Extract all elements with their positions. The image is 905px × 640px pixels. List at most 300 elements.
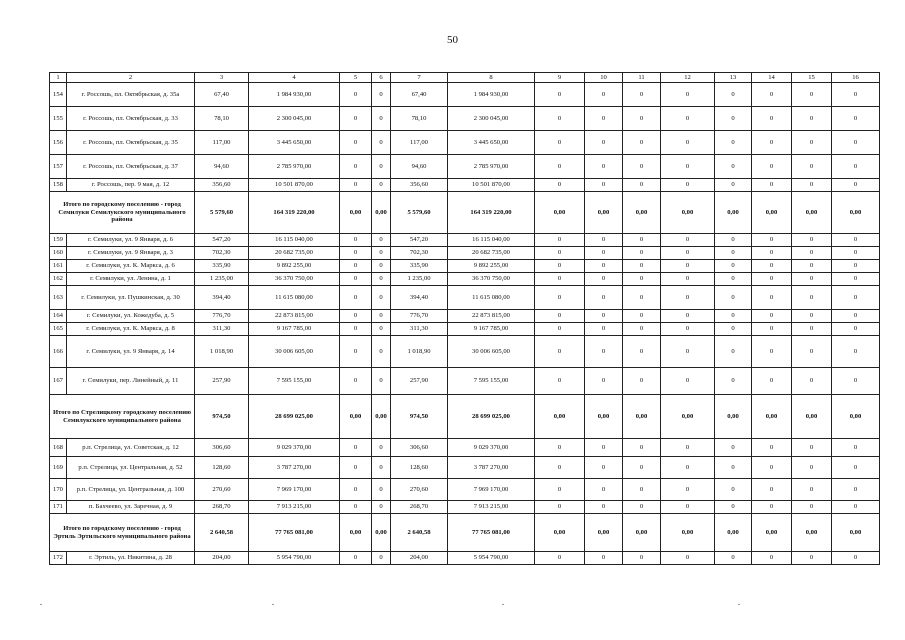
value-cell: 0 [372, 552, 391, 565]
value-cell: 0 [752, 83, 792, 107]
value-cell: 0 [340, 501, 372, 514]
value-cell: 0 [340, 310, 372, 323]
value-cell: 3 787 270,00 [249, 457, 340, 479]
column-number-cell: 16 [832, 73, 880, 83]
value-cell: 0 [752, 286, 792, 310]
value-cell: 0 [661, 286, 715, 310]
subtotal-cell: 0,00 [832, 192, 880, 234]
value-cell: 22 873 815,00 [448, 310, 535, 323]
value-cell: 0 [752, 368, 792, 395]
value-cell: 67,40 [195, 83, 249, 107]
value-cell: 356,60 [195, 179, 249, 192]
column-number-cell: 3 [195, 73, 249, 83]
column-number-cell: 4 [249, 73, 340, 83]
value-cell: 1 018,90 [391, 336, 448, 368]
table-row [50, 273, 880, 286]
subtotal-cell: 0,00 [372, 395, 391, 439]
value-cell: 78,10 [195, 107, 249, 131]
value-cell: 0 [623, 310, 661, 323]
value-cell: 2 785 970,00 [249, 155, 340, 179]
value-cell: 306,60 [391, 439, 448, 457]
subtotal-cell: 77 765 081,00 [448, 514, 535, 552]
value-cell: 0 [340, 552, 372, 565]
table-row [50, 107, 880, 131]
table-row [50, 247, 880, 260]
value-cell: 67,40 [391, 83, 448, 107]
value-cell: 117,00 [391, 131, 448, 155]
value-cell: 0 [623, 273, 661, 286]
address-cell: г. Россошь, пл. Октябрьская, д. 33 [67, 107, 195, 131]
value-cell: 9 029 370,00 [249, 439, 340, 457]
value-cell: 0 [661, 368, 715, 395]
value-cell: 0 [752, 552, 792, 565]
value-cell: 0 [661, 155, 715, 179]
value-cell: 0 [585, 552, 623, 565]
value-cell: 0 [372, 234, 391, 247]
column-number-row [50, 73, 880, 83]
row-number-cell: 162 [50, 273, 67, 286]
value-cell: 0 [623, 107, 661, 131]
value-cell: 0 [752, 273, 792, 286]
value-cell: 0 [661, 179, 715, 192]
value-cell: 0 [372, 273, 391, 286]
row-number-cell: 155 [50, 107, 67, 131]
value-cell: 0 [623, 439, 661, 457]
value-cell: 0 [623, 479, 661, 501]
column-number-cell: 13 [715, 73, 752, 83]
value-cell: 0 [372, 83, 391, 107]
value-cell: 0 [661, 552, 715, 565]
value-cell: 9 029 370,00 [448, 439, 535, 457]
subtotal-cell: 0,00 [715, 395, 752, 439]
value-cell: 0 [752, 439, 792, 457]
subtotal-cell: 77 765 081,00 [249, 514, 340, 552]
value-cell: 0 [792, 234, 832, 247]
value-cell: 0 [340, 260, 372, 273]
value-cell: 20 682 735,00 [249, 247, 340, 260]
address-cell: г. Россошь, пл. Октябрьская, д. 35а [67, 83, 195, 107]
value-cell: 0 [535, 368, 585, 395]
value-cell: 0 [372, 479, 391, 501]
subtotal-cell: 0,00 [372, 192, 391, 234]
value-cell: 0 [535, 260, 585, 273]
value-cell: 0 [585, 107, 623, 131]
value-cell: 2 300 045,00 [448, 107, 535, 131]
table-row [50, 439, 880, 457]
value-cell: 128,60 [195, 457, 249, 479]
column-number-cell: 6 [372, 73, 391, 83]
value-cell: 128,60 [391, 457, 448, 479]
address-cell: г. Семилуки, пер. Линейный, д. 11 [67, 368, 195, 395]
table-row [50, 323, 880, 336]
column-number-cell: 8 [448, 73, 535, 83]
subtotal-row [50, 192, 880, 234]
subtotal-row [50, 395, 880, 439]
value-cell: 0 [585, 501, 623, 514]
address-cell: п. Бахчеево, ул. Заречная, д. 9 [67, 501, 195, 514]
value-cell: 0 [752, 247, 792, 260]
value-cell: 0 [752, 323, 792, 336]
value-cell: 335,90 [391, 260, 448, 273]
subtotal-cell: 0,00 [715, 514, 752, 552]
value-cell: 0 [535, 439, 585, 457]
table-row [50, 260, 880, 273]
value-cell: 0 [752, 310, 792, 323]
value-cell: 0 [623, 336, 661, 368]
value-cell: 0 [623, 131, 661, 155]
value-cell: 0 [372, 457, 391, 479]
value-cell: 0 [535, 552, 585, 565]
value-cell: 0 [585, 323, 623, 336]
subtotal-cell: 0,00 [752, 192, 792, 234]
value-cell: 0 [661, 336, 715, 368]
value-cell: 3 445 650,00 [249, 131, 340, 155]
value-cell: 0 [715, 107, 752, 131]
value-cell: 0 [752, 155, 792, 179]
value-cell: 30 006 605,00 [249, 336, 340, 368]
value-cell: 0 [752, 336, 792, 368]
subtotal-cell: 974,50 [391, 395, 448, 439]
value-cell: 0 [832, 179, 880, 192]
subtotal-cell: 0,00 [752, 395, 792, 439]
value-cell: 0 [372, 336, 391, 368]
value-cell: 117,00 [195, 131, 249, 155]
value-cell: 1 984 930,00 [249, 83, 340, 107]
subtotal-row [50, 514, 880, 552]
value-cell: 268,70 [195, 501, 249, 514]
value-cell: 306,60 [195, 439, 249, 457]
subtotal-cell: 28 699 025,00 [249, 395, 340, 439]
value-cell: 0 [585, 260, 623, 273]
value-cell: 0 [792, 501, 832, 514]
value-cell: 257,90 [391, 368, 448, 395]
value-cell: 30 006 605,00 [448, 336, 535, 368]
row-number-cell: 169 [50, 457, 67, 479]
table-row [50, 368, 880, 395]
value-cell: 36 370 750,00 [448, 273, 535, 286]
value-cell: 0 [585, 234, 623, 247]
column-number-cell: 9 [535, 73, 585, 83]
value-cell: 94,60 [391, 155, 448, 179]
value-cell: 1 018,90 [195, 336, 249, 368]
value-cell: 0 [535, 83, 585, 107]
value-cell: 0 [585, 368, 623, 395]
value-cell: 0 [661, 501, 715, 514]
subtotal-cell: 0,00 [832, 395, 880, 439]
value-cell: 0 [340, 479, 372, 501]
value-cell: 0 [623, 234, 661, 247]
subtotal-cell: 0,00 [585, 514, 623, 552]
buildings-table [49, 72, 880, 565]
value-cell: 0 [752, 260, 792, 273]
value-cell: 0 [623, 501, 661, 514]
value-cell: 0 [715, 552, 752, 565]
value-cell: 0 [752, 107, 792, 131]
value-cell: 0 [792, 323, 832, 336]
value-cell: 0 [535, 457, 585, 479]
value-cell: 394,40 [391, 286, 448, 310]
subtotal-cell: 0,00 [585, 395, 623, 439]
subtotal-cell: 974,50 [195, 395, 249, 439]
subtotal-cell: 2 640,58 [195, 514, 249, 552]
value-cell: 0 [715, 260, 752, 273]
subtotal-cell: 164 319 220,00 [448, 192, 535, 234]
value-cell: 9 167 785,00 [249, 323, 340, 336]
value-cell: 0 [535, 247, 585, 260]
value-cell: 0 [623, 323, 661, 336]
value-cell: 0 [792, 273, 832, 286]
address-cell: г. Семилуки, ул. 9 Января, д. 14 [67, 336, 195, 368]
address-cell: г. Семилуки, ул. 9 Января, д. 3 [67, 247, 195, 260]
value-cell: 22 873 815,00 [249, 310, 340, 323]
value-cell: 0 [792, 368, 832, 395]
value-cell: 7 913 215,00 [448, 501, 535, 514]
value-cell: 10 501 870,00 [448, 179, 535, 192]
subtotal-cell: 0,00 [340, 192, 372, 234]
value-cell: 394,40 [195, 286, 249, 310]
table-row [50, 552, 880, 565]
row-number-cell: 171 [50, 501, 67, 514]
value-cell: 0 [715, 83, 752, 107]
value-cell: 0 [715, 501, 752, 514]
value-cell: 9 892 255,00 [249, 260, 340, 273]
column-number-cell: 5 [340, 73, 372, 83]
table-row [50, 179, 880, 192]
table-row [50, 501, 880, 514]
value-cell: 0 [535, 273, 585, 286]
row-number-cell: 164 [50, 310, 67, 323]
value-cell: 0 [372, 179, 391, 192]
value-cell: 0 [340, 83, 372, 107]
value-cell: 0 [832, 131, 880, 155]
value-cell: 0 [585, 273, 623, 286]
value-cell: 0 [715, 273, 752, 286]
value-cell: 7 595 155,00 [448, 368, 535, 395]
value-cell: 0 [832, 457, 880, 479]
value-cell: 0 [832, 479, 880, 501]
value-cell: 702,30 [195, 247, 249, 260]
value-cell: 78,10 [391, 107, 448, 131]
value-cell: 0 [535, 234, 585, 247]
row-number-cell: 156 [50, 131, 67, 155]
scan-artifacts [0, 604, 905, 610]
value-cell: 16 115 040,00 [249, 234, 340, 247]
value-cell: 0 [661, 83, 715, 107]
value-cell: 0 [715, 247, 752, 260]
value-cell: 0 [623, 155, 661, 179]
value-cell: 0 [585, 286, 623, 310]
value-cell: 0 [792, 479, 832, 501]
value-cell: 270,60 [391, 479, 448, 501]
value-cell: 0 [372, 323, 391, 336]
address-cell: г. Семилуки, ул. Пушкинская, д. 30 [67, 286, 195, 310]
value-cell: 0 [372, 501, 391, 514]
value-cell: 5 954 790,00 [249, 552, 340, 565]
row-number-cell: 163 [50, 286, 67, 310]
value-cell: 0 [661, 479, 715, 501]
row-number-cell: 170 [50, 479, 67, 501]
value-cell: 9 167 785,00 [448, 323, 535, 336]
row-number-cell: 167 [50, 368, 67, 395]
value-cell: 0 [752, 179, 792, 192]
subtotal-cell: 0,00 [752, 514, 792, 552]
value-cell: 7 913 215,00 [249, 501, 340, 514]
column-number-cell: 2 [67, 73, 195, 83]
value-cell: 3 445 650,00 [448, 131, 535, 155]
value-cell: 0 [715, 336, 752, 368]
subtotal-cell: 0,00 [832, 514, 880, 552]
value-cell: 0 [372, 286, 391, 310]
column-number-cell: 11 [623, 73, 661, 83]
value-cell: 0 [623, 179, 661, 192]
value-cell: 0 [792, 457, 832, 479]
value-cell: 0 [792, 179, 832, 192]
value-cell: 11 615 080,00 [249, 286, 340, 310]
table-row [50, 457, 880, 479]
value-cell: 16 115 040,00 [448, 234, 535, 247]
column-number-cell: 14 [752, 73, 792, 83]
address-cell: г. Россошь, пл. Октябрьская, д. 37 [67, 155, 195, 179]
column-number-cell: 10 [585, 73, 623, 83]
value-cell: 0 [661, 107, 715, 131]
value-cell: 0 [372, 247, 391, 260]
value-cell: 0 [372, 131, 391, 155]
value-cell: 0 [715, 310, 752, 323]
value-cell: 0 [752, 501, 792, 514]
value-cell: 0 [585, 247, 623, 260]
value-cell: 0 [715, 368, 752, 395]
value-cell: 0 [752, 131, 792, 155]
row-number-cell: 154 [50, 83, 67, 107]
value-cell: 0 [340, 273, 372, 286]
value-cell: 0 [661, 310, 715, 323]
subtotal-cell: 5 579,60 [391, 192, 448, 234]
subtotal-label: Итого по городскому поселению - город Семилуки Семилукского муниципального района [50, 192, 195, 234]
value-cell: 0 [535, 479, 585, 501]
column-number-cell: 15 [792, 73, 832, 83]
value-cell: 776,70 [195, 310, 249, 323]
subtotal-cell: 0,00 [535, 395, 585, 439]
value-cell: 311,30 [391, 323, 448, 336]
value-cell: 335,90 [195, 260, 249, 273]
value-cell: 311,30 [195, 323, 249, 336]
column-number-cell: 7 [391, 73, 448, 83]
address-cell: р.п. Стрелица, ул. Центральная, д. 52 [67, 457, 195, 479]
value-cell: 0 [340, 131, 372, 155]
value-cell: 36 370 750,00 [249, 273, 340, 286]
subtotal-label: Итого по городскому поселению - город Эртиль Эртильского муниципального района [50, 514, 195, 552]
subtotal-cell: 0,00 [661, 192, 715, 234]
subtotal-cell: 0,00 [792, 395, 832, 439]
value-cell: 0 [340, 457, 372, 479]
value-cell: 268,70 [391, 501, 448, 514]
value-cell: 0 [792, 260, 832, 273]
value-cell: 0 [585, 155, 623, 179]
table-row [50, 155, 880, 179]
value-cell: 0 [585, 439, 623, 457]
table-row [50, 479, 880, 501]
address-cell: г. Россошь, пл. Октябрьская, д. 35 [67, 131, 195, 155]
subtotal-cell: 0,00 [715, 192, 752, 234]
value-cell: 0 [372, 368, 391, 395]
subtotal-cell: 0,00 [661, 514, 715, 552]
value-cell: 0 [623, 286, 661, 310]
value-cell: 0 [535, 310, 585, 323]
address-cell: г. Семилуки, ул. К. Маркса, д. 8 [67, 323, 195, 336]
subtotal-cell: 0,00 [535, 514, 585, 552]
address-cell: г. Россошь, пер. 9 мая, д. 12 [67, 179, 195, 192]
value-cell: 0 [340, 368, 372, 395]
value-cell: 0 [340, 107, 372, 131]
table-row [50, 310, 880, 323]
value-cell: 9 892 255,00 [448, 260, 535, 273]
value-cell: 0 [792, 336, 832, 368]
value-cell: 0 [535, 501, 585, 514]
value-cell: 0 [832, 107, 880, 131]
value-cell: 702,30 [391, 247, 448, 260]
value-cell: 0 [792, 439, 832, 457]
table-row [50, 336, 880, 368]
value-cell: 0 [715, 479, 752, 501]
address-cell: г. Семилуки, ул. 9 Января, д. 6 [67, 234, 195, 247]
value-cell: 0 [832, 323, 880, 336]
value-cell: 0 [661, 260, 715, 273]
value-cell: 1 235,00 [391, 273, 448, 286]
value-cell: 547,20 [195, 234, 249, 247]
row-number-cell: 172 [50, 552, 67, 565]
row-number-cell: 165 [50, 323, 67, 336]
value-cell: 0 [585, 336, 623, 368]
table-row [50, 131, 880, 155]
subtotal-cell: 0,00 [340, 514, 372, 552]
value-cell: 0 [372, 310, 391, 323]
value-cell: 257,90 [195, 368, 249, 395]
value-cell: 5 954 790,00 [448, 552, 535, 565]
column-number-cell: 12 [661, 73, 715, 83]
subtotal-label: Итого по Стрелицкому городскому поселению Семилукского муниципального района [50, 395, 195, 439]
value-cell: 0 [372, 107, 391, 131]
value-cell: 776,70 [391, 310, 448, 323]
table-row [50, 83, 880, 107]
subtotal-cell: 0,00 [623, 192, 661, 234]
value-cell: 0 [585, 457, 623, 479]
value-cell: 547,20 [391, 234, 448, 247]
row-number-cell: 160 [50, 247, 67, 260]
value-cell: 0 [535, 131, 585, 155]
value-cell: 0 [340, 179, 372, 192]
value-cell: 7 969 170,00 [249, 479, 340, 501]
value-cell: 0 [832, 368, 880, 395]
value-cell: 0 [535, 107, 585, 131]
row-number-cell: 166 [50, 336, 67, 368]
subtotal-cell: 0,00 [372, 514, 391, 552]
value-cell: 0 [792, 310, 832, 323]
row-number-cell: 168 [50, 439, 67, 457]
value-cell: 0 [832, 260, 880, 273]
table-row [50, 286, 880, 310]
value-cell: 0 [661, 439, 715, 457]
value-cell: 0 [623, 368, 661, 395]
value-cell: 94,60 [195, 155, 249, 179]
subtotal-cell: 0,00 [585, 192, 623, 234]
value-cell: 0 [585, 131, 623, 155]
value-cell: 0 [792, 155, 832, 179]
value-cell: 10 501 870,00 [249, 179, 340, 192]
value-cell: 204,00 [391, 552, 448, 565]
value-cell: 0 [832, 155, 880, 179]
value-cell: 0 [715, 234, 752, 247]
value-cell: 0 [792, 107, 832, 131]
